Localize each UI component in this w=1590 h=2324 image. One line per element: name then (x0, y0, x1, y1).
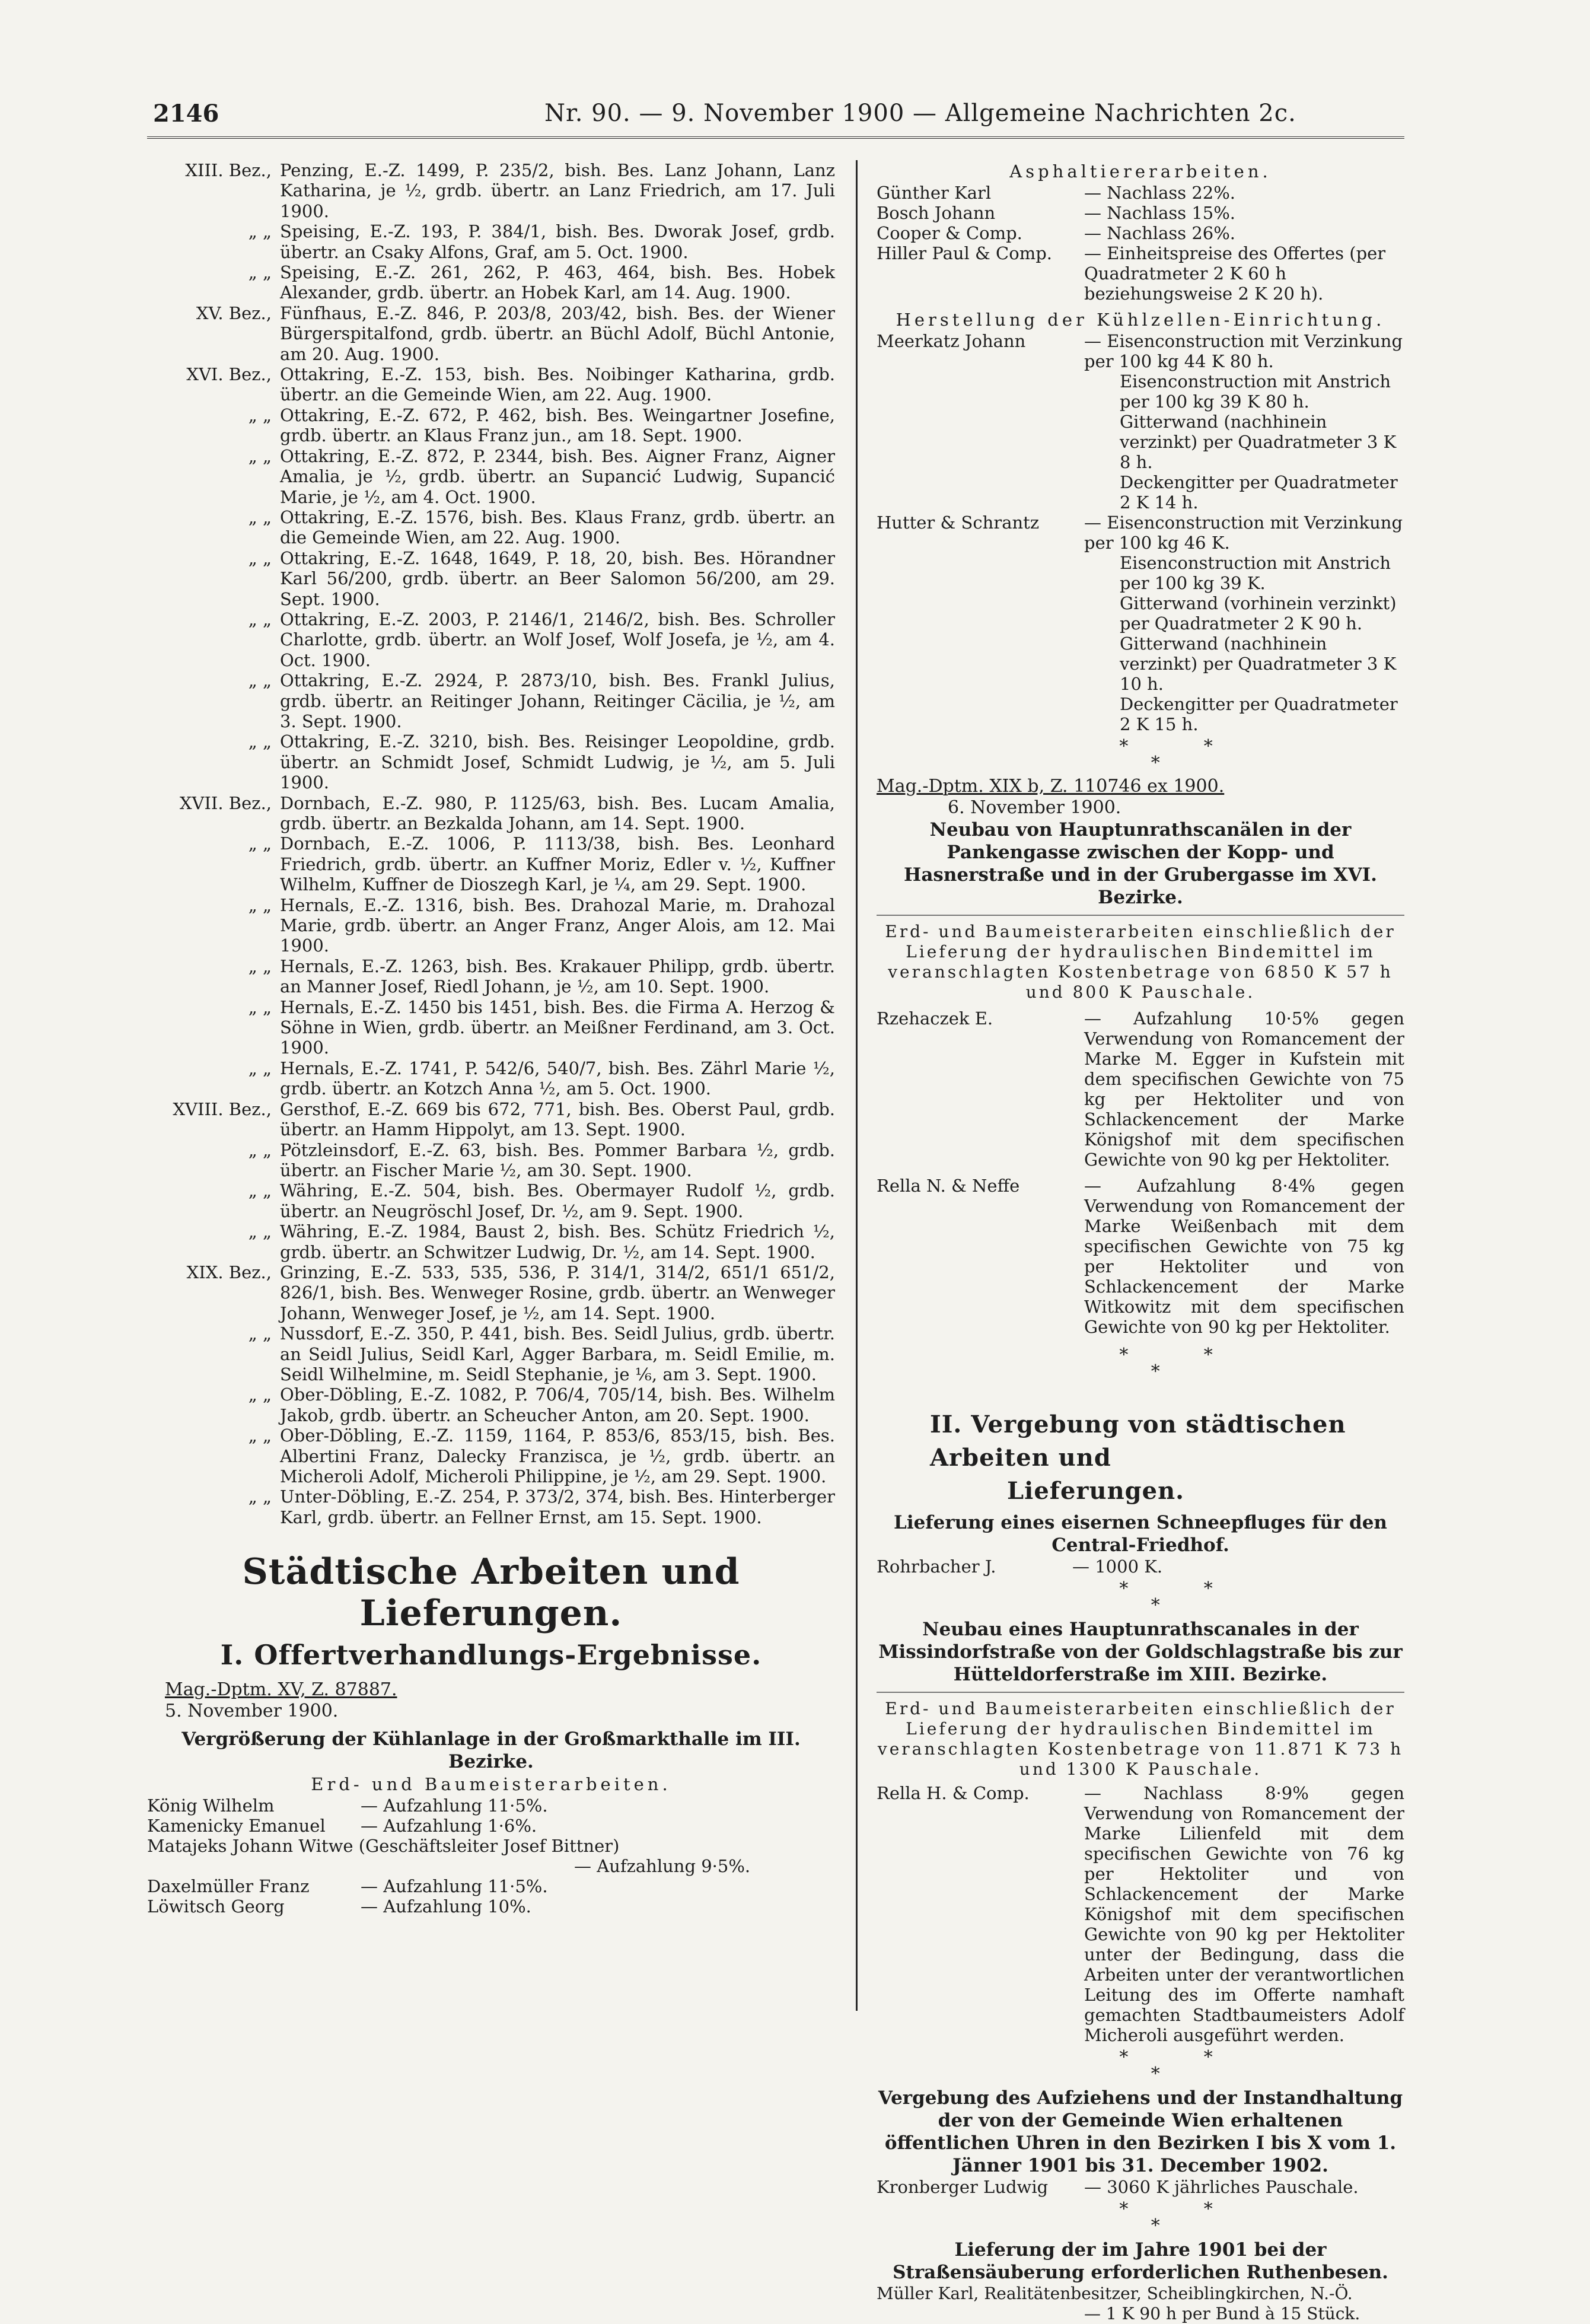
reference-date-2: 6. November 1900. (948, 797, 1121, 818)
district-label: „ „ (248, 997, 272, 1017)
property-text: Ottakring, E.-Z. 672, P. 462, bish. Bes. Weingartner Josefine, grdb. übertr. an Klaus Franz jun., am 18. Sept. 1900. (280, 405, 835, 446)
district-label: „ „ (248, 670, 272, 691)
property-text: Gersthof, E.-Z. 669 bis 672, 771, bish. Bes. Oberst Paul, grdb. übertr. an Hamm Hippolyt, am 13. Sept. 1900. (280, 1099, 835, 1140)
property-text: Ottakring, E.-Z. 2924, P. 2873/10, bish. Bes. Frankl Julius, grdb. übertr. an Reitinger Johann, Reitinger Cäcilia, je ½, am 3. Sept. 1900. (280, 670, 835, 731)
property-entry (147, 405, 835, 446)
reference-number: Mag.-Dptm. XV, Z. 87887. (165, 1679, 397, 1701)
bid-line: Eisenconstruction mit Anstrich per 100 kg 39 K 80 h. (1120, 371, 1391, 412)
work-type: Erd- und Baumeisterarbeiten. (311, 1774, 671, 1795)
bidder-name: König Wilhelm (147, 1795, 275, 1816)
district-label: „ „ (248, 221, 272, 242)
property-text: Speising, E.-Z. 193, P. 384/1, bish. Bes. Dworak Josef, grdb. übertr. an Csaky Alfons, Graf, am 5. Oct. 1900. (280, 221, 835, 262)
result-row (877, 203, 1404, 223)
clocks-title: Vergebung des Aufziehens und der Instandhaltung der von der Gemeinde Wien erhaltenen öffentlichen Uhren in den Bezirken I bis X vom 1. Jänner 1901 bis 31. December 1902. (878, 2087, 1403, 2176)
section-title-awards: II. Vergebung von städtischen Arbeiten und Lieferungen. (930, 1411, 1346, 1505)
district-label: XIII. Bez., (185, 160, 272, 180)
property-text: Pötzleinsdorf, E.-Z. 63, bish. Bes. Pommer Barbara ½, grdb. übertr. an Fischer Marie ½, am 30. Sept. 1900. (280, 1139, 835, 1180)
property-transfer-list (147, 160, 835, 1527)
property-text: Hernals, E.-Z. 1263, bish. Bes. Krakauer Philipp, grdb. übertr. an Manner Josef, Riedl Johann, je ½, am 10. Sept. 1900. (280, 956, 835, 997)
district-label: „ „ (248, 956, 272, 976)
project3-result: Rella H. & Comp. — Nachlass 8·9% gegen Verwendung von Romancement der Marke Lilienfeld mit dem specifischen Gewichte von 76 kg per Hektoliter und von Schlackencement der Marke Königshof mit dem specifischen Gewichte von 90 kg per Hektoliter unter der Bedingung, dass die Arbeiten unter der verantwortlichen Leitung des im Offerte namhaft gemachten Stadtbaumeisters Adolf Micheroli ausgeführt werden. (877, 1783, 1404, 2045)
property-text: Penzing, E.-Z. 1499, P. 235/2, bish. Bes. Lanz Johann, Lanz Katharina, je ½, grdb. übertr. an Lanz Friedrich, am 17. Juli 1900. (280, 160, 835, 221)
bid-line: Gitterwand (nachhinein verzinkt) per Quadratmeter 3 K 8 h. (1120, 412, 1397, 472)
bid-value: — Einheitspreise des Offertes (per Quadratmeter 2 K 60 h beziehungsweise 2 K 20 h). (1084, 243, 1386, 304)
bid-line: — Eisenconstruction mit Verzinkung per 100 kg 44 K 80 h. (1084, 331, 1403, 371)
district-label: „ „ (248, 405, 272, 425)
bid-value: — Aufzahlung 10%. (361, 1896, 531, 1917)
bid-value: — Aufzahlung 9·5%. (574, 1856, 751, 1877)
property-text: Ottakring, E.-Z. 872, P. 2344, bish. Bes. Aigner Franz, Aigner Amalia, je ½, grdb. übertr. an Supancić Ludwig, Supancić Marie, je ½, am 4. Oct. 1900. (280, 445, 835, 507)
bid-value: — Aufzahlung 11·5%. (361, 1876, 548, 1897)
bidder-name (361, 1856, 574, 1876)
bid-value: — Nachlass 15%. (1084, 203, 1236, 223)
bid-line: Gitterwand (vorhinein verzinkt) per Quadratmeter 2 K 90 h. (1120, 593, 1397, 633)
clocks-result: Kronberger Ludwig — 3060 K jährliches Pauschale. (877, 2177, 1359, 2197)
separator-stars: * * * (1119, 1578, 1213, 1616)
result-row (877, 1176, 1404, 1337)
property-entry (147, 1140, 835, 1181)
bidder-name: Daxelmüller Franz (147, 1876, 310, 1897)
bidder-name: Bosch Johann (877, 203, 996, 223)
bid-line: Eisenconstruction mit Anstrich per 100 kg 39 K. (1120, 553, 1391, 593)
bid-value: — Aufzahlung 8·4% gegen Verwendung von Romancement der Marke Weißenbach mit dem specifischen Gewichte von 75 kg per Hektoliter und von Schlackencement der Marke Witkowitz mit dem specifischen Gewichte von 90 kg per Hektoliter. (1084, 1176, 1404, 1337)
bid-line: Gitterwand (nachhinein verzinkt) per Quadratmeter 3 K 10 h. (1120, 633, 1397, 694)
bidder-name: Hutter & Schrantz (877, 512, 1040, 533)
district-label: „ „ (248, 1323, 272, 1344)
district-label: XVI. Bez., (186, 364, 272, 385)
property-text: Speising, E.-Z. 261, 262, P. 463, 464, bish. Bes. Hobek Alexander, grdb. übertr. an Hobek Karl, am 14. Aug. 1900. (280, 262, 835, 303)
district-label: „ „ (248, 609, 272, 629)
property-text: Währing, E.-Z. 1984, Baust 2, bish. Bes. Schütz Friedrich ½, grdb. übertr. an Schwitzer Ludwig, Dr. ½, am 14. Sept. 1900. (280, 1221, 835, 1262)
property-text: Fünfhaus, E.-Z. 846, P. 203/8, 203/42, bish. Bes. der Wiener Bürgerspitalfond, grdb. übertr. an Büchl Adolf, Büchl Antonie, am 20. Aug. 1900. (280, 303, 835, 364)
result-row (877, 243, 1404, 304)
property-text: Ober-Döbling, E.-Z. 1159, 1164, P. 853/6, 853/15, bish. Bes. Albertini Franz, Dalecky Franzisca, je ½, grdb. übertr. an Micheroli Adolf, Micheroli Philippine, je ½, am 29. Sept. 1900. (280, 1425, 835, 1486)
property-entry (147, 1486, 835, 1527)
project2-results (877, 1008, 1404, 1337)
property-entry (147, 262, 835, 303)
main-title: Städtische Arbeiten und Lieferungen. (242, 1551, 740, 1635)
property-entry (147, 1099, 835, 1140)
property-entry (147, 1058, 835, 1099)
brooms-price: — 1 K 90 h per Bund à 15 Stück. (1084, 2304, 1360, 2323)
property-entry (147, 1425, 835, 1486)
district-label: „ „ (248, 547, 272, 568)
property-text: Hernals, E.-Z. 1450 bis 1451, bish. Bes. die Firma A. Herzog & Söhne in Wien, grdb. übertr. an Meißner Ferdinand, am 3. Oct. 1900. (280, 997, 835, 1058)
bid-value: — Aufzahlung 11·5%. (361, 1795, 548, 1816)
result-row (147, 1876, 835, 1896)
bid-value: — Nachlass 22%. (1084, 183, 1236, 203)
cooling-results (877, 331, 1404, 734)
asphalt-heading: Asphaltiererarbeiten. (1009, 161, 1272, 182)
bid-lines (1084, 331, 1404, 512)
bidder-name: Günther Karl (877, 183, 992, 203)
district-label: „ „ (248, 445, 272, 466)
property-entry (147, 548, 835, 609)
property-text: Dornbach, E.-Z. 1006, P. 1113/38, bish. Bes. Leonhard Friedrich, grdb. übertr. an Kuffner Moriz, Edler v. ½, Kuffner Wilhelm, Kuffner de Dioszegh Karl, je ¼, am 29. Sept. 1900. (280, 833, 835, 895)
district-label: XIX. Bez., (186, 1262, 272, 1282)
separator-stars: * * * (1119, 736, 1213, 773)
district-label: „ „ (248, 262, 272, 283)
separator-stars: * * * (1119, 1345, 1213, 1382)
property-text: Dornbach, E.-Z. 980, P. 1125/63, bish. Bes. Lucam Amalia, grdb. übertr. an Bezkalda Johann, am 14. Sept. 1900. (280, 792, 835, 833)
brooms-title: Lieferung der im Jahre 1901 bei der Straßensäuberung erforderlichen Ruthenbesen. (893, 2239, 1388, 2283)
rule (877, 915, 1404, 916)
property-text: Ottakring, E.-Z. 3210, bish. Bes. Reisinger Leopoldine, grdb. übertr. an Schmidt Josef, Schmidt Ludwig, je ½, am 5. Juli 1900. (280, 731, 835, 793)
result-row (147, 1896, 835, 1916)
district-label: „ „ (248, 1425, 272, 1446)
property-entry (147, 731, 835, 792)
property-entry (147, 997, 835, 1058)
district-label: XVII. Bez., (179, 792, 272, 813)
header-title: Nr. 90. — 9. November 1900 — Allgemeine Nachrichten 2c. (544, 100, 1296, 127)
asphalt-results (877, 183, 1404, 304)
result-row (147, 1856, 835, 1876)
bid-value: — Aufzahlung 10·5% gegen Verwendung von Romancement der Marke M. Egger in Kufstein mit dem specifischen Gewichte von 75 kg per Hektoliter und von Schlackencement der Marke Königshof mit dem specifischen Gewichte von 90 kg per Hektoliter. (1084, 1008, 1404, 1170)
district-label: „ „ (248, 833, 272, 854)
property-entry (147, 507, 835, 548)
section-title-offers: I. Offertverhandlungs-Ergebnisse. (220, 1639, 762, 1672)
bid-line: Deckengitter per Quadratmeter 2 K 14 h. (1120, 472, 1398, 512)
bid-value: — Aufzahlung 1·6%. (361, 1816, 537, 1836)
result-row (147, 1836, 835, 1856)
property-entry (147, 1323, 835, 1384)
property-text: Ober-Döbling, E.-Z. 1082, P. 706/4, 705/14, bish. Bes. Wilhelm Jakob, grdb. übertr. an Scheucher Anton, am 20. Sept. 1900. (280, 1384, 835, 1425)
property-entry (147, 895, 835, 956)
property-text: Nussdorf, E.-Z. 350, P. 441, bish. Bes. Seidl Julius, grdb. übertr. an Seidl Julius, Seidl Karl, Agger Barbara, m. Seidl Emilie, m. Seidl Wilhelmine, m. Seidl Stephanie, je ⅙, am 3. Sept. 1900. (280, 1323, 835, 1384)
property-entry (147, 1180, 835, 1221)
bid-lines (1084, 512, 1404, 734)
rule (877, 1692, 1404, 1693)
reference-date: 5. November 1900. (165, 1701, 339, 1722)
brooms-supplier: Müller Karl, Realitätenbesitzer, Scheiblingkirchen, N.-Ö. (877, 2284, 1353, 2303)
property-entry (147, 303, 835, 364)
bidder-name: Cooper & Comp. (877, 223, 1022, 243)
separator-stars: * * * (1119, 2047, 1213, 2084)
bid-value: — Nachlass 26%. (1084, 223, 1236, 243)
bidder-name: Hiller Paul & Comp. (877, 243, 1052, 263)
district-label: „ „ (248, 1486, 272, 1507)
bidder-name: Löwitsch Georg (147, 1896, 285, 1917)
property-entry (147, 609, 835, 670)
property-entry (147, 833, 835, 894)
property-entry (147, 1384, 835, 1425)
property-text: Ottakring, E.-Z. 2003, P. 2146/1, 2146/2, bish. Bes. Schroller Charlotte, grdb. übertr. an Wolf Josef, Wolf Josefa, je ½, am 4. Oct. 1900. (280, 609, 835, 670)
project2-title: Neubau von Hauptunrathscanälen in der Pankengasse zwischen der Kopp- und Hasnerstraße und in der Grubergasse im XVI. Bezirke. (904, 819, 1377, 908)
reference-number-2: Mag.-Dptm. XIX b, Z. 110746 ex 1900. (877, 776, 1225, 797)
property-entry (147, 956, 835, 997)
result-row (877, 1008, 1404, 1170)
district-label: „ „ (248, 1221, 272, 1242)
page-number: 2146 (153, 100, 219, 128)
result-row (877, 183, 1404, 203)
property-text: Ottakring, E.-Z. 1648, 1649, P. 18, 20, bish. Bes. Hörandner Karl 56/200, grdb. übertr. an Beer Salomon 56/200, am 29. Sept. 1900. (280, 547, 835, 609)
columns (147, 160, 1404, 2323)
page (147, 89, 1404, 2323)
district-label: „ „ (248, 1384, 272, 1405)
district-label: „ „ (248, 1058, 272, 1078)
district-label: XV. Bez., (196, 303, 272, 323)
district-label: „ „ (248, 507, 272, 527)
separator-stars: * * * (1119, 2199, 1213, 2236)
district-label: XVIII. Bez., (173, 1099, 272, 1119)
snowplough-title: Lieferung eines eisernen Schneepfluges für den Central-Friedhof. (894, 1512, 1387, 1556)
property-entry (147, 1262, 835, 1323)
district-label: „ „ (248, 1139, 272, 1160)
page-header (147, 89, 1404, 139)
bid-line: — Eisenconstruction mit Verzinkung per 100 kg 46 K. (1084, 512, 1403, 553)
column-divider (856, 160, 858, 2011)
property-text: Ottakring, E.-Z. 1576, bish. Bes. Klaus Franz, grdb. übertr. an die Gemeinde Wien, am 22. Aug. 1900. (280, 507, 835, 548)
left-column (147, 160, 835, 1916)
property-text: Grinzing, E.-Z. 533, 535, 536, P. 314/1, 314/2, 651/1 651/2, 826/1, bish. Bes. Wenweger Rosine, grdb. übertr. an Wenweger Johann, Wenweger Josef, je ½, am 14. Sept. 1900. (280, 1262, 835, 1323)
result-row (877, 512, 1404, 734)
project3-title: Neubau eines Hauptunrathscanales in der Missindorfstraße von der Goldschlagstraße bis zur Hütteldorferstraße im XIII. Bezirke. (878, 1619, 1403, 1685)
result-row (147, 1816, 835, 1836)
offer-results (147, 1795, 835, 1916)
project3-work: Erd- und Baumeisterarbeiten einschließlich der Lieferung der hydraulischen Bindemittel im veranschlagten Kostenbetrage von 11.871 K 73 h und 1300 K Pauschale. (877, 1699, 1404, 1779)
project2-work: Erd- und Baumeisterarbeiten einschließlich der Lieferung der hydraulischen Bindemittel im veranschlagten Kostenbetrage von 6850 K 57 h und 800 K Pauschale. (885, 922, 1396, 1002)
bid-line: Deckengitter per Quadratmeter 2 K 15 h. (1120, 694, 1398, 734)
result-row (877, 223, 1404, 243)
property-entry (147, 1221, 835, 1262)
bidder-name: Rella N. & Neffe (877, 1176, 1020, 1196)
property-text: Ottakring, E.-Z. 153, bish. Bes. Noibinger Katharina, grdb. übertr. an die Gemeinde Wien, am 22. Aug. 1900. (280, 364, 835, 405)
project-title: Vergrößerung der Kühlanlage in der Großmarkthalle im III. Bezirke. (181, 1728, 801, 1773)
snowplough-result: Rohrbacher J. — 1000 K. (877, 1556, 1163, 1577)
property-entry (147, 221, 835, 262)
property-entry (147, 793, 835, 834)
result-row (147, 1795, 835, 1816)
right-column (877, 160, 1404, 2324)
district-label: „ „ (248, 894, 272, 915)
bidder-name: Kamenicky Emanuel (147, 1816, 326, 1836)
bidder-name: Rzehaczek E. (877, 1008, 993, 1029)
bidder-name: Matajeks Johann Witwe (Geschäftsleiter Josef Bittner) (147, 1836, 620, 1857)
district-label: „ „ (248, 1180, 272, 1201)
property-entry (147, 446, 835, 507)
bidder-name: Meerkatz Johann (877, 331, 1026, 351)
property-entry (147, 160, 835, 221)
property-text: Hernals, E.-Z. 1316, bish. Bes. Drahozal Marie, m. Drahozal Marie, grdb. übertr. an Anger Franz, Anger Alois, am 12. Mai 1900. (280, 894, 835, 956)
cooling-heading: Herstellung der Kühlzellen-Einrichtung. (896, 310, 1385, 330)
district-label: „ „ (248, 731, 272, 752)
result-row (877, 331, 1404, 512)
property-text: Hernals, E.-Z. 1741, P. 542/6, 540/7, bish. Bes. Zährl Marie ½, grdb. übertr. an Kotzch Anna ½, am 5. Oct. 1900. (280, 1058, 835, 1099)
property-text: Währing, E.-Z. 504, bish. Bes. Obermayer Rudolf ½, grdb. übertr. an Neugröschl Josef, Dr. ½, am 9. Sept. 1900. (280, 1180, 835, 1221)
property-entry (147, 670, 835, 731)
property-entry (147, 364, 835, 405)
property-text: Unter-Döbling, E.-Z. 254, P. 373/2, 374, bish. Bes. Hinterberger Karl, grdb. übertr. an Fellner Ernst, am 15. Sept. 1900. (280, 1486, 835, 1527)
